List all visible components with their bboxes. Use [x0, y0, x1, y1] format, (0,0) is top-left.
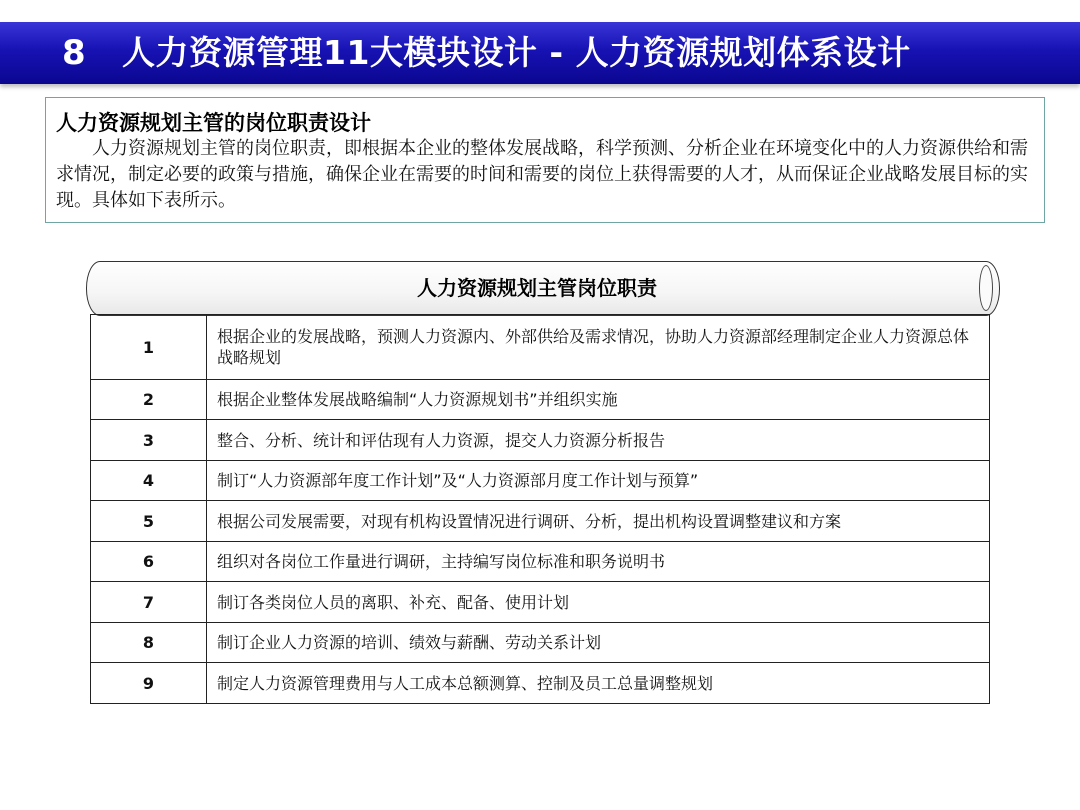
row-duty-text: 组织对各岗位工作量进行调研，主持编写岗位标准和职务说明书	[207, 542, 990, 582]
row-duty-text: 制定人力资源管理费用与人工成本总额测算、控制及员工总量调整规划	[207, 663, 990, 704]
table-row	[91, 663, 990, 704]
table-row	[91, 542, 990, 582]
table-row	[91, 501, 990, 542]
row-duty-text: 整合、分析、统计和评估现有人力资源，提交人力资源分析报告	[207, 420, 990, 461]
row-number: 3	[91, 420, 207, 461]
row-number: 7	[91, 582, 207, 623]
row-number: 6	[91, 542, 207, 582]
row-number: 2	[91, 380, 207, 420]
title-banner	[0, 22, 1080, 84]
intro-paragraph: 人力资源规划主管的岗位职责，即根据本企业的整体发展战略，科学预测、分析企业在环境变化中的人力资源供给和需求情况，制定必要的政策与措施，确保企业在需要的时间和需要的岗位上获得需要的人才，从而保证企业战略发展目标的实现。具体如下表所示。	[56, 138, 1028, 211]
row-duty-text: 根据企业的发展战略，预测人力资源内、外部供给及需求情况，协助人力资源部经理制定企业人力资源总体战略规划	[207, 315, 990, 380]
row-duty-text: 制订各类岗位人员的离职、补充、配备、使用计划	[207, 582, 990, 623]
row-number: 5	[91, 501, 207, 542]
intro-heading: 人力资源规划主管的岗位职责设计	[56, 111, 371, 135]
intro-box	[45, 97, 1045, 223]
row-number: 1	[91, 315, 207, 380]
table-title: 人力资源规划主管岗位职责	[417, 276, 657, 300]
table-row	[91, 461, 990, 501]
row-number: 8	[91, 623, 207, 663]
table-row	[91, 315, 990, 380]
row-duty-text: 根据公司发展需要，对现有机构设置情况进行调研、分析，提出机构设置调整建议和方案	[207, 501, 990, 542]
table-row	[91, 623, 990, 663]
table-row	[91, 582, 990, 623]
row-number: 4	[91, 461, 207, 501]
row-duty-text: 根据企业整体发展战略编制“人力资源规划书”并组织实施	[207, 380, 990, 420]
scroll-roll-decoration	[979, 265, 993, 311]
section-number: 8	[62, 33, 86, 73]
row-number: 9	[91, 663, 207, 704]
table-row	[91, 420, 990, 461]
duties-table	[90, 314, 990, 704]
table-title-scroll	[86, 261, 1000, 316]
page-title: 人力资源管理11大模块设计 - 人力资源规划体系设计	[122, 33, 911, 72]
row-duty-text: 制订企业人力资源的培训、绩效与薪酬、劳动关系计划	[207, 623, 990, 663]
row-duty-text: 制订“人力资源部年度工作计划”及“人力资源部月度工作计划与预算”	[207, 461, 990, 501]
table-row	[91, 380, 990, 420]
